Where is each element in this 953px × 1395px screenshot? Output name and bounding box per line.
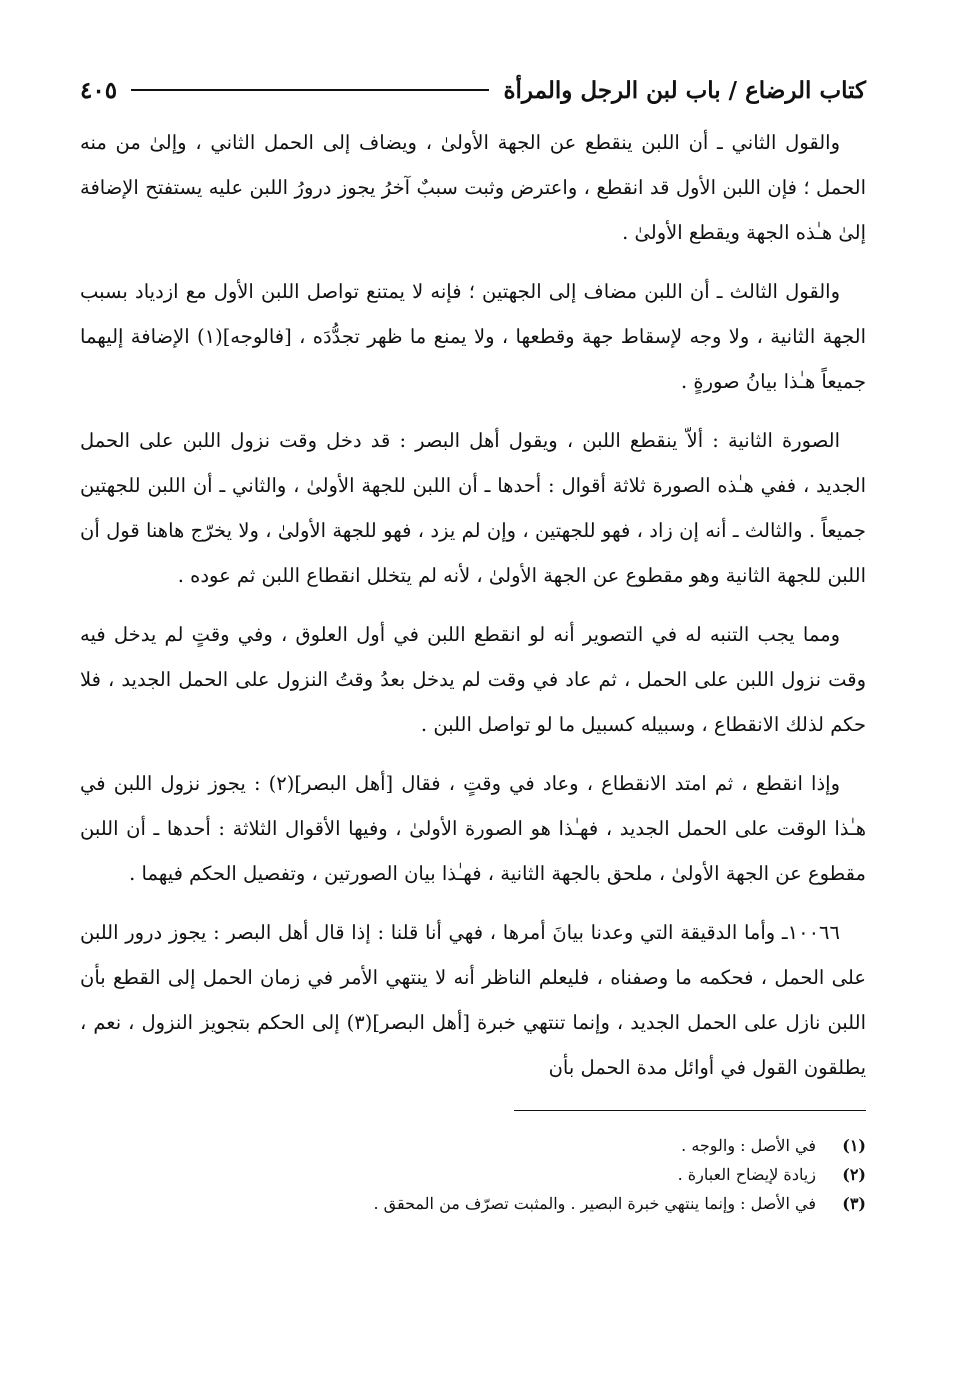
paragraph-interruption: وإذا انقطع ، ثم امتد الانقطاع ، وعاد في وقتٍ ، فقال [أهل البصر](٢) : يجوز نزول اللبن في هـٰذا الوقت على الحمل الجديد ، فهـٰذا هو الصورة الأولىٰ ، وفيها الأقوال الثلاثة : أحدها ـ أن اللبن مقطوع عن الجهة الأولىٰ ، ملحق بالجهة الثانية ، فهـٰذا بيان الصورتين ، وتفصيل الحكم فيهما . bbox=[80, 772, 866, 885]
footnote-text: في الأصل : والوجه . bbox=[681, 1136, 816, 1155]
footnote-text: في الأصل : وإنما ينتهي خبرة البصير . والمثبت تصرّف من المحقق . bbox=[373, 1194, 816, 1213]
footnotes bbox=[80, 1131, 866, 1218]
document-page bbox=[80, 66, 866, 1218]
footnote-2 bbox=[80, 1160, 866, 1189]
header-title: كتاب الرضاع / باب لبن الرجل والمرأة bbox=[503, 76, 866, 104]
paragraph-attention-note: ومما يجب التنبه له في التصوير أنه لو انقطع اللبن في أول العلوق ، وفي وقتٍ لم يدخل فيه وقت نزول اللبن على الحمل ، ثم عاد في وقت لم يدخل بعدُ وقتُ النزول على الحمل الجديد ، فلا حكم لذلك الانقطاع ، وسبيله كسبيل ما لو تواصل اللبن . bbox=[80, 623, 866, 736]
paragraph-second-opinion: والقول الثاني ـ أن اللبن ينقطع عن الجهة الأولىٰ ، ويضاف إلى الحمل الثاني ، وإلىٰ من منه الحمل ؛ فإن اللبن الأول قد انقطع ، واعترض وثبت سببٌ آخرُ يجوز درورُ اللبن عليه يستفتح الإضافة إلىٰ هـٰذه الجهة ويقطع الأولىٰ . bbox=[80, 131, 866, 244]
header-rule bbox=[131, 89, 489, 91]
page-number: ٤٠٥ bbox=[80, 76, 118, 104]
running-header bbox=[80, 66, 866, 114]
footnote-number: (١) bbox=[842, 1136, 866, 1155]
paragraph-second-case: الصورة الثانية : ألاّ ينقطع اللبن ، ويقول أهل البصر : قد دخل وقت نزول اللبن على الحمل الجديد ، ففي هـٰذه الصورة ثلاثة أقوال : أحدها ـ أن اللبن للجهة الأولىٰ ، والثاني ـ أن اللبن للجهتين جميعاً . والثالث ـ أنه إن زاد ، فهو للجهتين ، وإن لم يزد ، فهو للجهة الأولىٰ ، ولا يخرّج هاهنا قول أن اللبن للجهة الثانية وهو مقطوع عن الجهة الأولىٰ ، لأنه لم يتخلل انقطاع اللبن ثم عوده . bbox=[80, 429, 866, 587]
footnote-number: (٣) bbox=[842, 1194, 866, 1213]
footnote-separator bbox=[514, 1110, 866, 1111]
footnote-1 bbox=[80, 1131, 866, 1160]
paragraph-third-opinion: والقول الثالث ـ أن اللبن مضاف إلى الجهتين ؛ فإنه لا يمتنع تواصل اللبن الأول مع ازدياد بسبب الجهة الثانية ، ولا وجه لإسقاط جهة وقطعها ، ولا يمنع ما ظهر تجدُّدَه ، [فالوجه](١) الإضافة إليهما جميعاً هـٰذا بيانُ صورةٍ . bbox=[80, 280, 867, 393]
footnote-3 bbox=[80, 1189, 866, 1218]
footnote-number: (٢) bbox=[842, 1165, 866, 1184]
footnote-text: زيادة لإيضاح العبارة . bbox=[677, 1165, 816, 1184]
paragraph-10066: ١٠٠٦٦ـ وأما الدقيقة التي وعدنا بيانَ أمرها ، فهي أنا قلنا : إذا قال أهل البصر : يجوز درور اللبن على الحمل ، فحكمه ما وصفناه ، فليعلم الناظر أنه لا ينتهي الأمر في زمان الحمل إلى القطع بأن اللبن نازل على الحمل الجديد ، وإنما تنتهي خبرة [أهل البصر](٣) إلى الحكم بتجويز النزول ، نعم ، يطلقون القول في أوائل مدة الحمل بأن bbox=[80, 921, 866, 1079]
